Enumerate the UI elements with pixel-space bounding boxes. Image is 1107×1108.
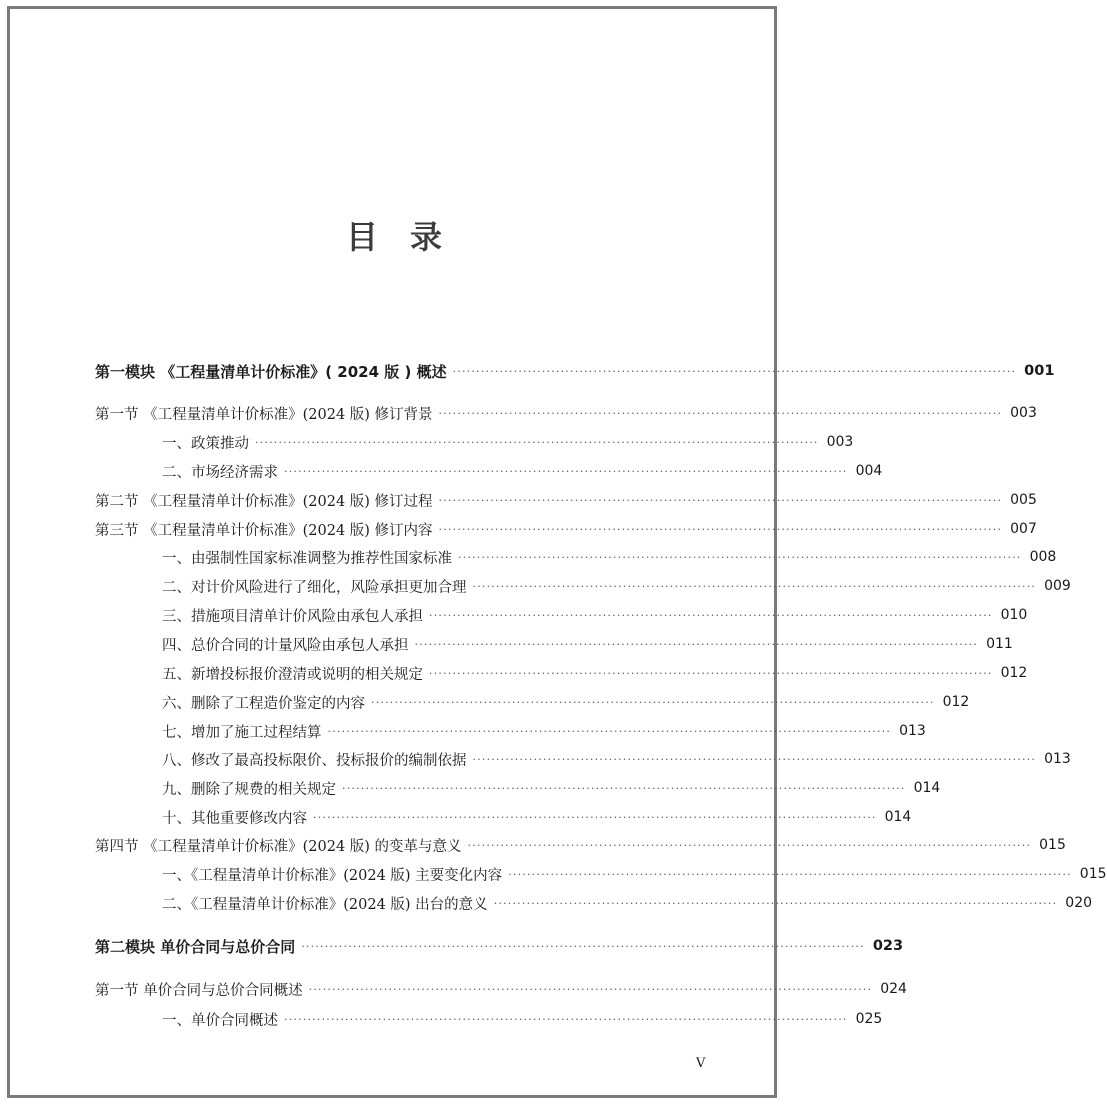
toc-entry-page: 010 (1000, 607, 1028, 623)
toc-entry-page: 013 (1044, 751, 1071, 767)
toc-entry (162, 662, 1028, 684)
toc-entry-page: 014 (884, 809, 912, 825)
dot-leader: ························································································································ (508, 867, 1072, 881)
toc-entry (95, 978, 907, 1000)
dot-leader: ························································································································ (327, 724, 892, 738)
toc-entry-title: 九、删除了规费的相关规定 (162, 781, 336, 798)
toc-entry-title: 八、修改了最高投标限价、投标报价的编制依据 (162, 752, 467, 769)
toc-entry (95, 935, 904, 957)
page-title (0, 212, 790, 258)
toc-entry-title: 二、《工程量清单计价标准》(2024 版) 出台的意义 (162, 896, 488, 913)
toc-entry-title: 第二模块 单价合同与总价合同 (95, 937, 296, 956)
dot-leader: ························································································································ (438, 522, 1003, 536)
dot-leader: ························································································································ (342, 781, 906, 795)
dot-leader: ························································································································ (493, 896, 1058, 910)
toc-entry (162, 1008, 883, 1030)
toc-entry-title: 五、新增投标报价澄清或说明的相关规定 (162, 666, 423, 683)
toc-entry-page: 020 (1065, 895, 1093, 911)
toc-entry-page: 003 (1010, 405, 1037, 421)
dot-leader: ························································································································ (438, 493, 1003, 507)
toc-entry-page: 014 (913, 780, 941, 796)
toc-entry-title: 第一节 《工程量清单计价标准》(2024 版) 修订背景 (95, 406, 433, 423)
toc-entry (162, 633, 1013, 655)
toc-entry (95, 834, 1066, 856)
toc-entry-page: 023 (872, 938, 904, 954)
dot-leader: ························································································································ (284, 1012, 848, 1026)
toc-entry-title: 二、对计价风险进行了细化，风险承担更加合理 (162, 579, 467, 596)
toc-entry (162, 806, 912, 828)
toc-entry-title: 二、市场经济需求 (162, 464, 278, 481)
toc-entry (162, 777, 941, 799)
toc-entry-page: 011 (986, 636, 1013, 652)
toc-entry-page: 004 (855, 463, 883, 479)
dot-leader: ························································································································ (472, 752, 1037, 766)
toc-entry-title: 第一模块 《工程量清单计价标准》( 2024 版 ) 概述 (95, 362, 447, 381)
toc-entry-title: 一、由强制性国家标准调整为推荐性国家标准 (162, 550, 452, 567)
dot-leader: ························································································································ (284, 464, 848, 478)
toc-entry-page: 012 (942, 694, 970, 710)
toc-entry-title: 一、单价合同概述 (162, 1012, 278, 1029)
toc-entry (162, 575, 1071, 597)
toc-entry-title: 第二节 《工程量清单计价标准》(2024 版) 修订过程 (95, 493, 433, 510)
toc-entry-title: 六、删除了工程造价鉴定的内容 (162, 695, 365, 712)
toc-entry-page: 015 (1039, 837, 1066, 853)
toc-entry-page: 005 (1010, 492, 1037, 508)
toc-entry (162, 431, 854, 453)
dot-leader: ························································································································ (472, 579, 1037, 593)
dot-leader: ························································································································ (414, 637, 979, 651)
title-char-2: 录 (410, 218, 445, 256)
dot-leader: ························································································································ (255, 435, 819, 449)
toc-entry-page: 012 (1000, 665, 1028, 681)
toc-entry-title: 第三节 《工程量清单计价标准》(2024 版) 修订内容 (95, 522, 433, 539)
toc-entry (162, 604, 1028, 626)
toc-entry (95, 360, 1055, 382)
title-char-1: 目 (345, 218, 380, 256)
footer-page-number: V (696, 1056, 706, 1071)
toc-entry-page: 008 (1029, 549, 1057, 565)
toc-entry (162, 748, 1071, 770)
dot-leader: ························································································································ (371, 695, 935, 709)
toc-entry (162, 546, 1057, 568)
toc-entry-title: 七、增加了施工过程结算 (162, 724, 322, 741)
dot-leader: ························································································································ (429, 666, 993, 680)
toc-entry-page: 001 (1024, 363, 1055, 379)
toc-entry (162, 863, 1107, 885)
toc-entry-page: 024 (880, 981, 907, 997)
toc-entry-page: 015 (1079, 866, 1107, 882)
dot-leader: ························································································································ (452, 364, 1017, 378)
toc-entry-title: 一、《工程量清单计价标准》(2024 版) 主要变化内容 (162, 867, 503, 884)
dot-leader: ························································································································ (438, 406, 1003, 420)
toc-entry (162, 460, 883, 482)
dot-leader: ························································································································ (313, 810, 877, 824)
toc-entry (95, 518, 1037, 540)
toc-entry-title: 三、措施项目清单计价风险由承包人承担 (162, 608, 423, 625)
toc-entry (95, 489, 1037, 511)
toc-entry (162, 720, 926, 742)
dot-leader: ························································································································ (467, 838, 1032, 852)
toc-entry-page: 025 (855, 1011, 883, 1027)
toc-entry-title: 第一节 单价合同与总价合同概述 (95, 982, 303, 999)
toc-entry-title: 第四节 《工程量清单计价标准》(2024 版) 的变革与意义 (95, 838, 462, 855)
toc-entry-page: 003 (826, 434, 854, 450)
toc-entry-title: 十、其他重要修改内容 (162, 810, 307, 827)
toc-entry (162, 691, 970, 713)
toc-entry-title: 一、政策推动 (162, 435, 249, 452)
toc-entry (162, 892, 1093, 914)
dot-leader: ························································································································ (429, 608, 993, 622)
toc-entry-title: 四、总价合同的计量风险由承包人承担 (162, 637, 409, 654)
dot-leader: ························································································································ (301, 939, 865, 953)
toc-entry (95, 402, 1037, 424)
toc-entry-page: 009 (1044, 578, 1071, 594)
toc-entry-page: 013 (899, 723, 926, 739)
toc-entry-page: 007 (1010, 521, 1037, 537)
dot-leader: ························································································································ (458, 550, 1022, 564)
dot-leader: ························································································································ (308, 982, 873, 996)
